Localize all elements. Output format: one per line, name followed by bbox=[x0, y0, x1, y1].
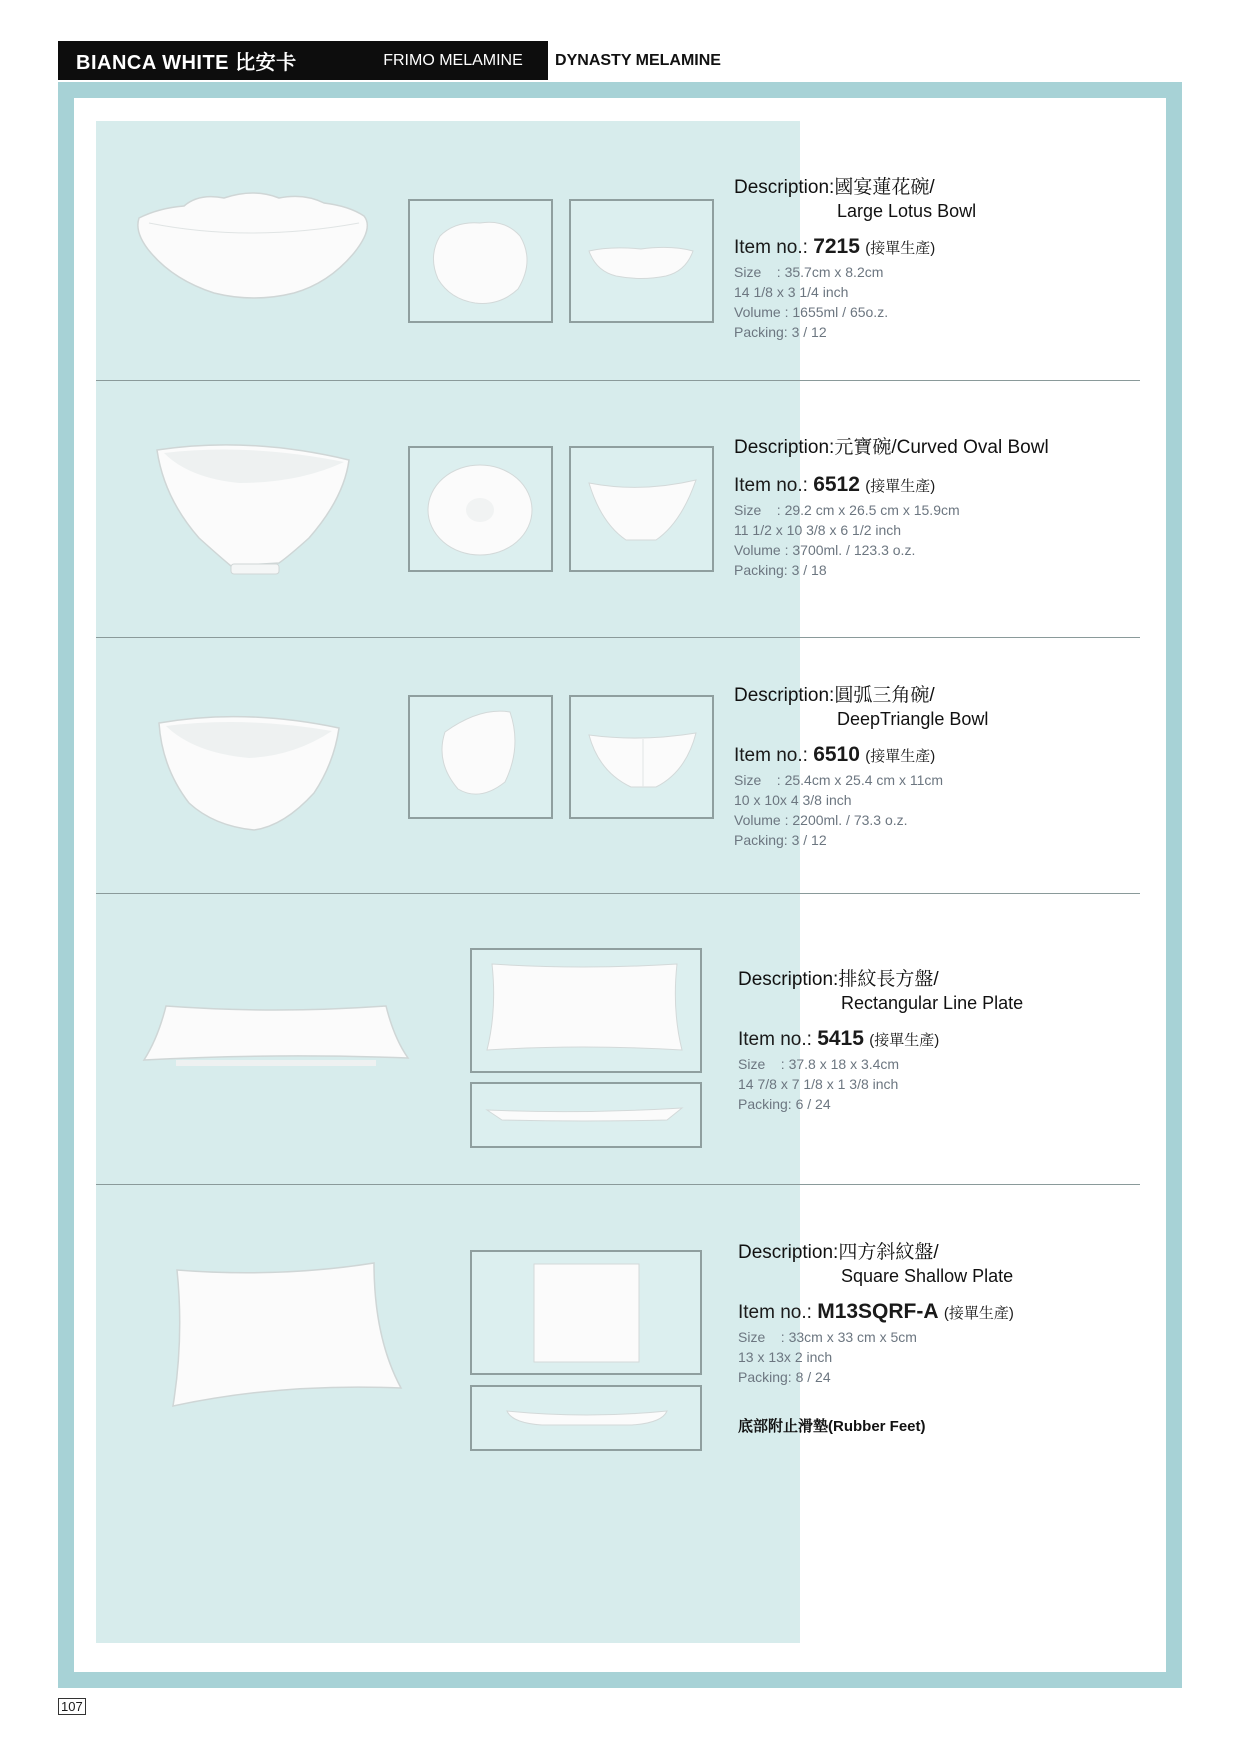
rect-plate-photo bbox=[136, 998, 416, 1078]
volume: Volume : 3700ml. / 123.3 o.z. bbox=[734, 542, 916, 558]
item-label: Item no.: bbox=[734, 745, 808, 766]
desc-line1: 排紋長方盤/ bbox=[838, 969, 939, 990]
item-note: (接單生產) bbox=[869, 1032, 940, 1049]
size-label: Size bbox=[738, 1056, 766, 1072]
size-inch: 10 x 10x 4 3/8 inch bbox=[734, 792, 852, 808]
item-code: 5415 bbox=[817, 1027, 864, 1050]
product-info-m13sqrf-a bbox=[738, 1241, 1078, 1436]
brand-title: BIANCA WHITE 比安卡 bbox=[58, 41, 358, 80]
desc-label: Description: bbox=[734, 437, 835, 458]
desc-line2: Rectangular Line Plate bbox=[841, 993, 1024, 1013]
page-number: 107 bbox=[58, 1698, 86, 1715]
triangle-bowl-side-thumb bbox=[569, 695, 714, 819]
size-metric: : 29.2 cm x 26.5 cm x 15.9cm bbox=[776, 502, 960, 518]
lotus-bowl-top-thumb bbox=[408, 199, 553, 323]
desc-label: Description: bbox=[738, 969, 839, 990]
item-label: Item no.: bbox=[734, 475, 808, 496]
square-plate-side-thumb bbox=[470, 1385, 702, 1451]
square-plate-top-thumb bbox=[470, 1250, 702, 1375]
row-divider bbox=[96, 1184, 1140, 1185]
desc-label: Description: bbox=[734, 685, 835, 706]
size-label: Size bbox=[734, 264, 762, 280]
packing: Packing: 8 / 24 bbox=[738, 1369, 831, 1385]
item-label: Item no.: bbox=[738, 1029, 812, 1050]
size-inch: 11 1/2 x 10 3/8 x 6 1/2 inch bbox=[734, 522, 902, 538]
desc-line1: 國宴蓮花碗/ bbox=[834, 177, 935, 198]
page-content bbox=[74, 98, 1166, 1672]
square-plate-photo bbox=[169, 1258, 404, 1408]
item-note: (接單生產) bbox=[865, 748, 936, 765]
tab-frimo-melamine[interactable]: FRIMO MELAMINE bbox=[358, 41, 548, 80]
desc-label: Description: bbox=[734, 177, 835, 198]
item-code: 6512 bbox=[813, 473, 860, 496]
item-note: (接單生產) bbox=[943, 1305, 1014, 1322]
desc-line2: Large Lotus Bowl bbox=[837, 201, 977, 221]
size-label: Size bbox=[738, 1329, 766, 1345]
item-note: (接單生產) bbox=[865, 240, 936, 257]
volume: Volume : 1655ml / 65o.z. bbox=[734, 304, 889, 320]
page-frame bbox=[58, 82, 1182, 1688]
product-info-6510 bbox=[734, 684, 1064, 850]
tab-dynasty-melamine[interactable]: DYNASTY MELAMINE bbox=[548, 41, 728, 80]
volume: Volume : 2200ml. / 73.3 o.z. bbox=[734, 812, 908, 828]
packing: Packing: 3 / 12 bbox=[734, 832, 827, 848]
row-divider bbox=[96, 380, 1140, 381]
triangle-bowl-top-thumb bbox=[408, 695, 553, 819]
size-metric: : 35.7cm x 8.2cm bbox=[776, 264, 884, 280]
product-info-6512 bbox=[734, 436, 1074, 580]
size-metric: : 37.8 x 18 x 3.4cm bbox=[780, 1056, 900, 1072]
item-label: Item no.: bbox=[738, 1302, 812, 1323]
lotus-bowl-photo bbox=[129, 168, 379, 318]
item-label: Item no.: bbox=[734, 237, 808, 258]
size-inch: 14 1/8 x 3 1/4 inch bbox=[734, 284, 849, 300]
desc-label: Description: bbox=[738, 1242, 839, 1263]
size-label: Size bbox=[734, 772, 762, 788]
rect-plate-top-thumb bbox=[470, 948, 702, 1073]
desc-line1: 元寶碗/Curved Oval Bowl bbox=[834, 437, 1049, 458]
triangle-bowl-photo bbox=[154, 708, 354, 838]
item-note: (接單生產) bbox=[865, 478, 936, 495]
desc-line1: 四方斜紋盤/ bbox=[838, 1242, 939, 1263]
size-inch: 14 7/8 x 7 1/8 x 1 3/8 inch bbox=[738, 1076, 899, 1092]
size-label: Size bbox=[734, 502, 762, 518]
oval-bowl-side-thumb bbox=[569, 446, 714, 572]
desc-line2: Square Shallow Plate bbox=[841, 1266, 1014, 1286]
size-metric: : 33cm x 33 cm x 5cm bbox=[780, 1329, 917, 1345]
product-info-5415 bbox=[738, 968, 1068, 1114]
desc-line2: DeepTriangle Bowl bbox=[837, 709, 989, 729]
catalog-header bbox=[58, 41, 728, 80]
product-info-7215 bbox=[734, 176, 1064, 342]
packing: Packing: 6 / 24 bbox=[738, 1096, 831, 1112]
desc-line1: 圓弧三角碗/ bbox=[834, 685, 935, 706]
oval-bowl-photo bbox=[149, 438, 359, 588]
rubber-feet-note: 底部附止滑墊(Rubber Feet) bbox=[738, 1418, 926, 1435]
row-divider bbox=[96, 637, 1140, 638]
size-metric: : 25.4cm x 25.4 cm x 11cm bbox=[776, 772, 944, 788]
item-code: M13SQRF-A bbox=[817, 1300, 939, 1323]
packing: Packing: 3 / 18 bbox=[734, 562, 827, 578]
item-code: 6510 bbox=[813, 743, 860, 766]
oval-bowl-top-thumb bbox=[408, 446, 553, 572]
size-inch: 13 x 13x 2 inch bbox=[738, 1349, 833, 1365]
item-code: 7215 bbox=[813, 235, 860, 258]
packing: Packing: 3 / 12 bbox=[734, 324, 827, 340]
row-divider bbox=[96, 893, 1140, 894]
rect-plate-side-thumb bbox=[470, 1082, 702, 1148]
lotus-bowl-side-thumb bbox=[569, 199, 714, 323]
